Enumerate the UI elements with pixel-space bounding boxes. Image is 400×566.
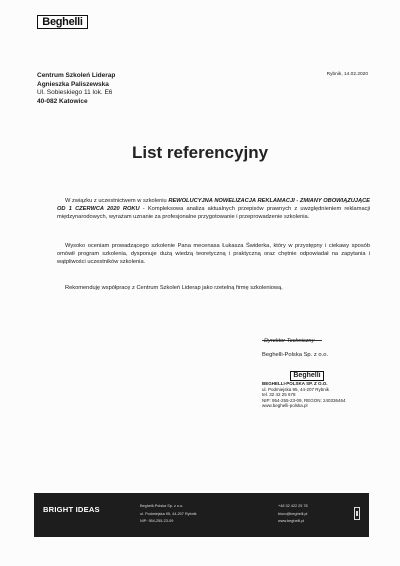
footer-web: www.beghelli.pl: [278, 519, 305, 524]
stamp-line-5: www.beghelli-polska.pl: [262, 403, 308, 409]
letter-title: List referencyjny: [131, 143, 269, 162]
stamp-logo: Beghelli: [290, 371, 324, 381]
letterhead-footer: [34, 493, 369, 537]
recipient-person: Agnieszka Paliszewska: [37, 80, 109, 88]
footer-company-info: [140, 503, 197, 526]
recipient-company: Centrum Szkoleń Liderap: [37, 72, 116, 79]
footer-phone: +48 32 422 25 78: [278, 504, 308, 508]
stamp-line-3: tel. 32 42 25 678: [262, 392, 296, 398]
paragraph-1-intro: W związku z uczestnictwem w szkoleniu: [65, 198, 169, 204]
footer-slogan: BRIGHT IDEAS: [43, 505, 100, 514]
stamp-line-2: ul. Podmiejska 95, 44-207 Rybnik: [262, 386, 330, 392]
paragraph-2: Wysoko oceniam prowadzącego szkolenie Pana mecenasa Łukasza Świderka, który w przystępny i ciekawy sposób omówił program szkolenia, dysponuje dużą wiedzą teoretyczną i praktyczną oraz chętnie odpowiadał na zapytania i wątpliwości uczestników szkolenia.: [57, 243, 370, 266]
recipient-city: 40-082 Katowice: [37, 98, 88, 106]
recipient-street: Ul. Sobieskiego 11 lok. E6: [37, 89, 113, 97]
stamp-line-1: BEGHELLI-POLSKA SP. Z O.O.: [262, 381, 328, 386]
beghelli-logo: Beghelli: [37, 15, 88, 29]
recipient-address: [37, 72, 115, 107]
signature-role: Dyrektor Techniczny: [264, 338, 315, 344]
footer-address: ul. Podmiejska 95, 44-207 Rybnik: [140, 511, 197, 516]
footer-nip: NIP: 954-255-23-09: [140, 519, 174, 524]
paragraph-3: Rekomenduję współpracę z Centrum Szkoleń Liderap jako rzetelną firmę szkoleniową.: [65, 285, 283, 291]
footer-contact-info: [278, 503, 308, 526]
footer-email: biuro@beghelli.pl: [278, 511, 308, 516]
letter-date: Rybnik, 14.02.2020: [326, 72, 368, 77]
footer-logo-icon: [354, 507, 360, 520]
stamp-line-4: NIP: 954-255-23-09, REGON: 240336464: [262, 397, 346, 403]
signature-company: Beghelli-Polska Sp. z o.o.: [262, 352, 329, 358]
paragraph-1-rest: - Kompleksowa analiza aktualnych przepisów prawnych z uwzględnieniem reklamacji międzynarodowych, wyrażam uznanie za profesjonalne przygotowanie i przeprowadzenie szkolenia.: [57, 206, 370, 221]
paragraph-1: [57, 197, 370, 222]
company-stamp: [262, 372, 367, 409]
training-name: REWOLUCYJNA NOWELIZACJA REKLAMACJI - ZMIANY OBOWIĄZUJĄCE OD 1 CZERWCA 2020 ROKU: [57, 198, 370, 213]
footer-company: Beghelli-Polska Sp. z o.o.: [140, 504, 184, 508]
